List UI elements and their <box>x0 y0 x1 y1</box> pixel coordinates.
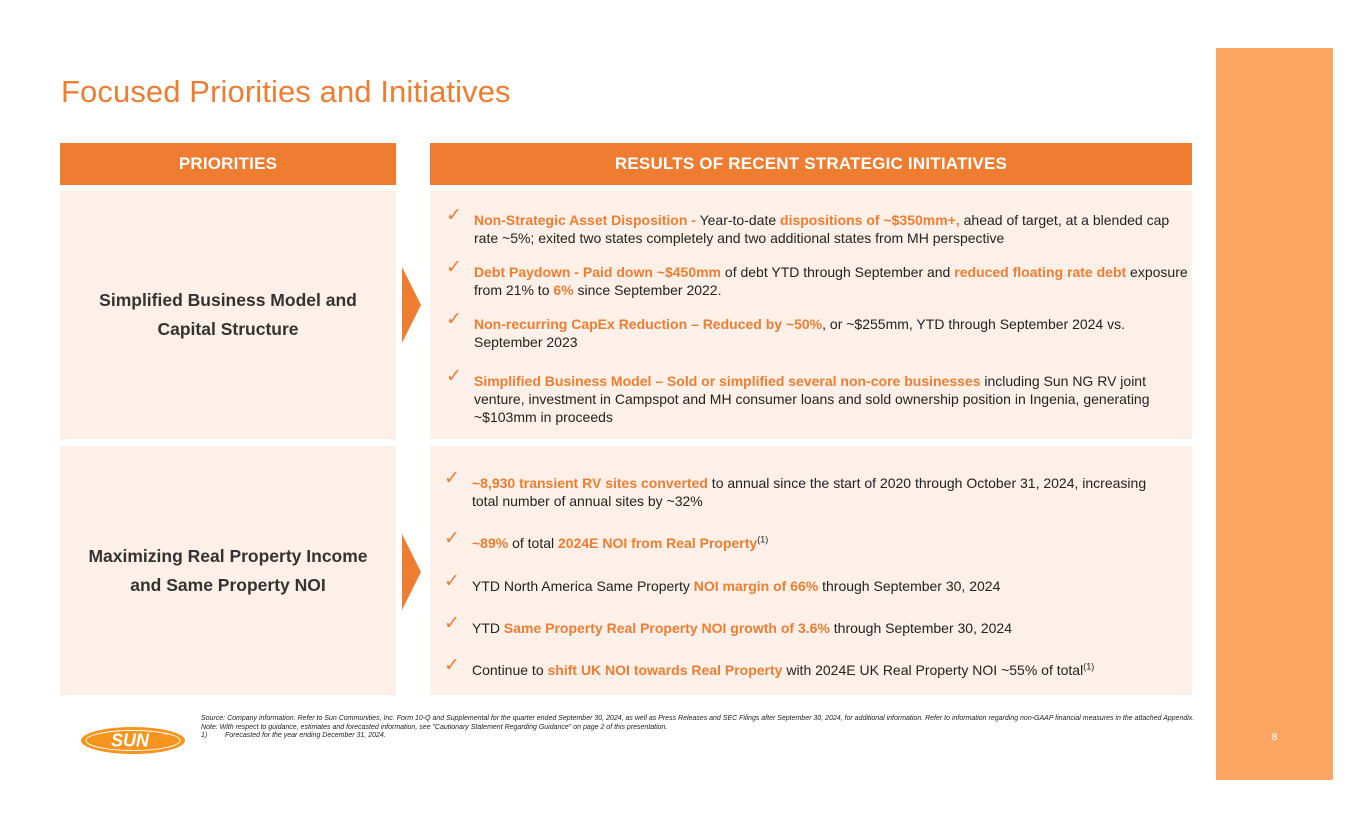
check-icon: ✓ <box>446 366 462 387</box>
result-item: ✓ YTD North America Same Property NOI margin of 66% through September 30, 2024 <box>444 571 1001 594</box>
sun-logo <box>80 726 186 755</box>
check-icon: ✓ <box>446 205 462 226</box>
check-icon: ✓ <box>444 468 460 489</box>
check-icon: ✓ <box>446 309 462 330</box>
arrow-right-icon <box>402 267 421 343</box>
result-item: ✓ Simplified Business Model – Sold or simplified several non-core businesses including Sun NG RV joint venture, investment in Campspot and MH consumer loans and sold ownership position in Ingenia, generating ~$103mm in proceeds <box>446 366 1150 425</box>
footnotes <box>201 715 1201 741</box>
check-icon: ✓ <box>444 613 460 634</box>
source-note: Source: Company information. Refer to Sun Communities, Inc. Form 10-Q and Supplemental for the quarter ended September 30, 2024, as well as Press Releases and SEC Filings after September 30, 2024, for additional information. Refer to information regarding non-GAAP financial measures in the attached Appendix. <box>201 715 1195 722</box>
logo-text: SUN <box>110 730 150 751</box>
result-item: ✓ Non-recurring CapEx Reduction – Reduced by ~50%, or ~$255mm, YTD through September 2024 vs. September 2023 <box>446 309 1125 350</box>
priorities-header: PRIORITIES <box>60 143 396 185</box>
arrow-right-icon <box>402 534 421 610</box>
guidance-note: Note: With respect to guidance, estimates and forecasted information, see "Cautionary Statement Regarding Guidance" on page 2 of this presentation. <box>201 723 668 731</box>
results-panel-2 <box>430 446 1192 695</box>
priority-panel-2 <box>60 446 396 695</box>
priority-label-2: Maximizing Real Property Income and Same Property NOI <box>88 545 368 595</box>
check-icon: ✓ <box>444 655 460 676</box>
results-panel-1 <box>430 191 1192 439</box>
result-item: ✓ ~8,930 transient RV sites converted to annual since the start of 2020 through October 31, 2024, increasing total number of annual sites by ~32% <box>444 468 1147 509</box>
page-number: 8 <box>1271 732 1278 743</box>
result-item: ✓ YTD Same Property Real Property NOI growth of 3.6% through September 30, 2024 <box>444 613 1013 636</box>
check-icon: ✓ <box>444 528 460 549</box>
result-item: ✓ ~89% of total 2024E NOI from Real Property$^{(1)}$ <box>444 528 769 551</box>
result-item: ✓ Non-Strategic Asset Disposition - Year-to-date dispositions of ~$350mm+, ahead of target, at a blended cap rate ~5%; exited two states completely and two additional states from MH perspective <box>446 205 1170 246</box>
logo-tm: TM <box>162 731 168 736</box>
result-item: ✓ Debt Paydown - Paid down ~$450mm of debt YTD through September and reduced floating rate debt exposure from 21% to 6% since September 2022. <box>446 257 1188 298</box>
footnote-1: 1) Forecasted for the year ending December 31, 2024. <box>201 732 386 740</box>
priority-label-1: Simplified Business Model and Capital Structure <box>99 290 357 339</box>
check-icon: ✓ <box>446 257 462 278</box>
slide-title: Focused Priorities and Initiatives <box>61 74 511 109</box>
check-icon: ✓ <box>444 571 460 592</box>
result-item: ✓ Continue to shift UK NOI towards Real Property with 2024E UK Real Property NOI ~55% of total$^{(1)}$ <box>444 655 1095 678</box>
side-accent-bar <box>1216 48 1333 780</box>
results-header: RESULTS OF RECENT STRATEGIC INITIATIVES <box>430 143 1192 185</box>
priority-panel-1 <box>60 191 396 439</box>
